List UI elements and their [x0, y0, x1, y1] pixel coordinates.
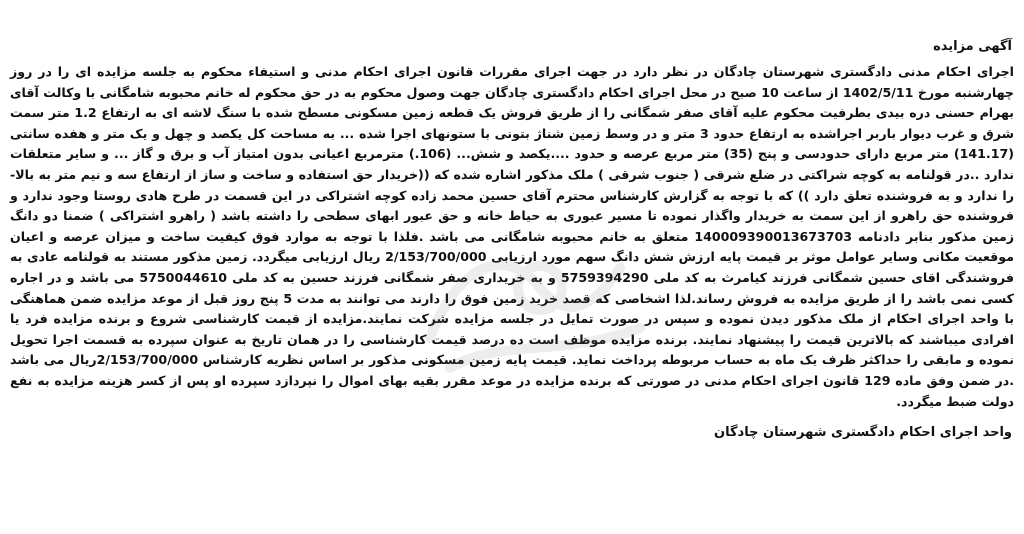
notice-signature: واحد اجرای احکام دادگستری شهرستان چادگان — [714, 425, 1012, 441]
notice-body: اجرای احکام مدنی دادگستری شهرستان چادگان در نظر دارد در جهت اجرای مقررات قانون اجرای احکام مدنی و استیفاء محکوم به جلسه مزایده ای را در روز چهارشنبه مورخ 1402/5/11 از ساعت 10 صبح در محل اجرای احکام دادگستری چادگان جهت وصول محکوم به در حق محکوم له خانم محبوبه شامگانی با وکالت آقای بهرام حسنی دره بیدی بطرفیت محکوم علیه آقای صفر شمگانی را از طریق فروش یک قطعه زمین مسکونی مسطح شده با سنگ لاشه ای به ارتفاع 1.2 متر سمت شرق و غرب دیوار باربر اجراشده به ارتفاع حدود 3 متر و در وسط زمین شناژ بتونی با ستونهای اجرا شده ... به مساحت کل یکصد و چهل و یک متر و هفده سانتی (141.17) متر مربع دارای حدودسی و پنج (35) متر مربع عرصه و حدود ....یکصد و شش... (106.) مترمربع اعیانی بدون امتیاز آب و برق و گاز ... و سایر متعلقات ندارد ..در قولنامه به کوچه شراکتی در ضلع شرقی ( جنوب شرقی ) ملک مذکور اشاره شده که ((خریدار حق استفاده و ساخت و ساز از ارتفاع سه و نیم متر به بالا-را ندارد و به فروشنده تعلق دارد )) که با توجه به گزارش کارشناس محترم آقای حسین محمد زاده کوچه اشتراکی در این قسمت در طرح هادی روستا وجود ندارد و فروشنده حق راهرو از این سمت به خریدار واگذار نموده تا مسیر عبوری به حیاط خانه و حق عبور ابهای سطحی را داشته باشد ( راهرو اشتراکی ) ضمنا دو دانگ زمین مذکور بنابر دادنامه 140009390013673703 متعلق به خانم محبوبه شامگانی می باشد .فلذا با توجه به موارد فوق کیفیت ساخت و میزان عرصه و اعیان موقعیت مکانی وسایر عوامل موثر بر قیمت پایه ارزش شش دانگ سهم مورد ارزیابی 2/153/700/000 ریال ارزیابی میگردد. زمین مذکور مستند به قولنامه عادی به فروشندگی اقای حسین شمگانی فرزند کیامرث به کد ملی 5759394290 و به خریداری صفر شمگانی فرزند حسین به کد ملی 5750044610 می باشد و در اجاره کسی نمی باشد را از طریق مزایده به فروش رساند.لذا اشخاصی که قصد خرید زمین فوق را دارند می توانند به مدت 5 پنج روز قبل از موعد مزایده ضمن هماهنگی با واحد اجرای احکام از ملک مذکور دیدن نموده و سپس در صورت تمایل در جلسه مزایده شرکت نمایند.مزایده از قیمت کارشناسی شروع و برنده مزایده فرد یا افرادی میباشند که بالاترین قیمت را پیشنهاد نمایند. برنده مزایده موظف است ده درصد قیمت کارشناسی را در همان تاریخ به عنوان سپرده به قسمت اجرا تحویل نموده و مابقی را حداکثر ظرف یک ماه به حساب مربوطه پرداخت نماید. قیمت پایه زمین مسکونی مذکور بر اساس نظریه کارشناس 2/153/700/000ریال می باشد .در ضمن وفق ماده 129 قانون اجرای احکام مدنی در صورتی که برنده مزایده در موعد مقرر بقیه بهای اموال را نپردازد سپرده او پس از کسر هزینه مزایده به نفع دولت ضبط میگردد. — [10, 64, 1015, 409]
auction-notice — [10, 8, 1014, 528]
notice-title: آگهی مزایده — [933, 39, 1012, 54]
